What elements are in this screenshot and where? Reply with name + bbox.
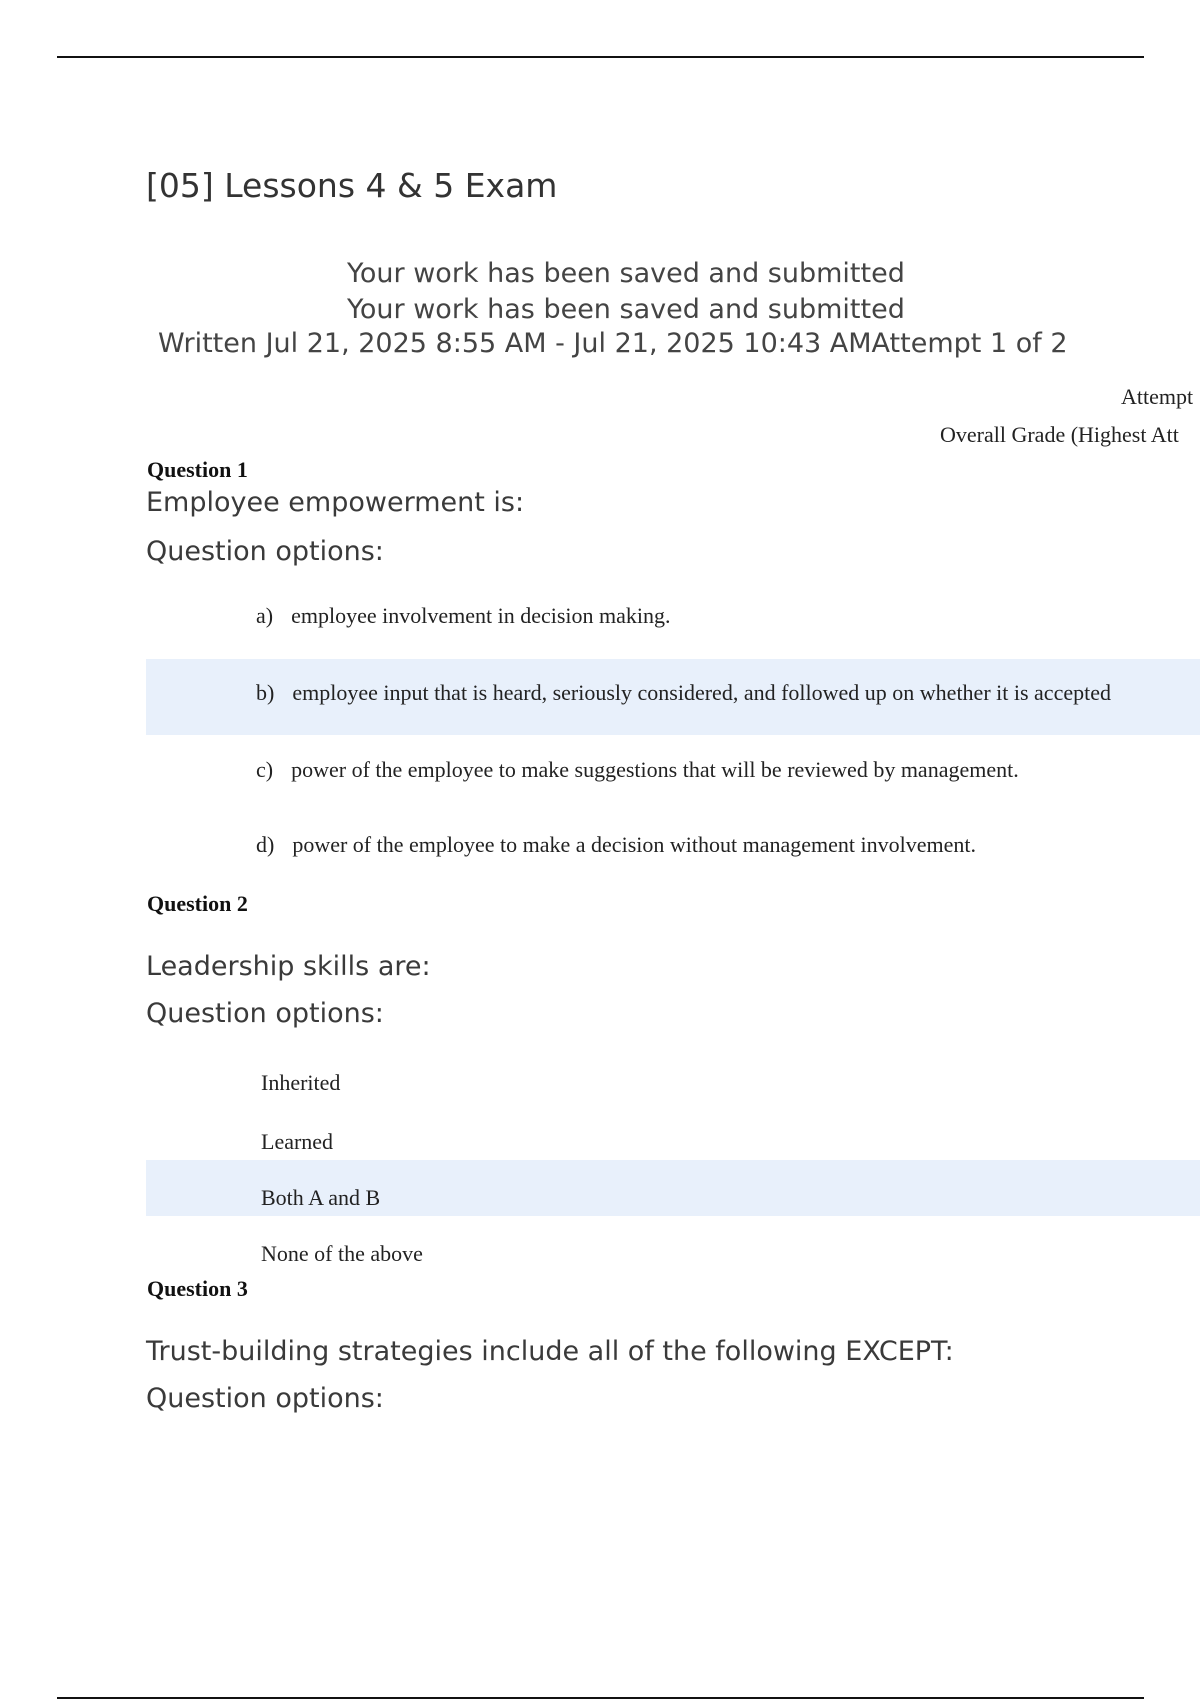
exam-title: [05] Lessons 4 & 5 Exam	[146, 166, 558, 205]
question-3-label: Question 3	[147, 1276, 248, 1301]
question-2-options-label: Question options:	[146, 998, 384, 1029]
bottom-rule	[57, 1697, 1144, 1699]
option-letter: c)	[256, 757, 274, 782]
written-timespan: Written Jul 21, 2025 8:55 AM - Jul 21, 2025 10:43 AMAttempt 1 of 2	[158, 328, 1068, 359]
question-2-option-3[interactable]: Both A and B	[261, 1185, 381, 1210]
question-1-option-a[interactable]	[256, 603, 671, 629]
question-2-text: Leadership skills are:	[146, 951, 431, 982]
option-text: employee input that is heard, seriously considered, and followed up on whether it is accepted	[292, 680, 1111, 705]
option-text: power of the employee to make suggestions that will be reviewed by management.	[291, 757, 1019, 782]
question-1-text: Employee empowerment is:	[146, 487, 525, 518]
question-1-option-b[interactable]	[256, 680, 1111, 706]
question-1-option-d[interactable]	[256, 832, 976, 858]
option-text: power of the employee to make a decision without management involvement.	[292, 832, 976, 857]
question-2-option-1[interactable]: Inherited	[261, 1070, 341, 1095]
question-1-options-label: Question options:	[146, 536, 384, 567]
option-letter: b)	[256, 680, 275, 705]
top-rule	[57, 56, 1144, 58]
option-letter: a)	[256, 603, 274, 628]
option-text: employee involvement in decision making.	[291, 603, 671, 628]
question-3-text: Trust-building strategies include all of the following EXCEPT:	[146, 1336, 954, 1367]
question-2-option-4[interactable]: None of the above	[261, 1241, 423, 1266]
question-2-option-2[interactable]: Learned	[261, 1129, 334, 1154]
saved-status-line-2: Your work has been saved and submitted	[347, 294, 905, 325]
question-1-label: Question 1	[147, 457, 248, 482]
question-3-options-label: Question options:	[146, 1383, 384, 1414]
saved-status-line-1: Your work has been saved and submitted	[347, 258, 905, 289]
question-2-label: Question 2	[147, 891, 248, 916]
overall-grade-label: Overall Grade (Highest Att	[940, 422, 1179, 447]
attempt-label: Attempt	[1121, 384, 1194, 409]
option-letter: d)	[256, 832, 275, 857]
question-1-option-c[interactable]	[256, 757, 1019, 783]
